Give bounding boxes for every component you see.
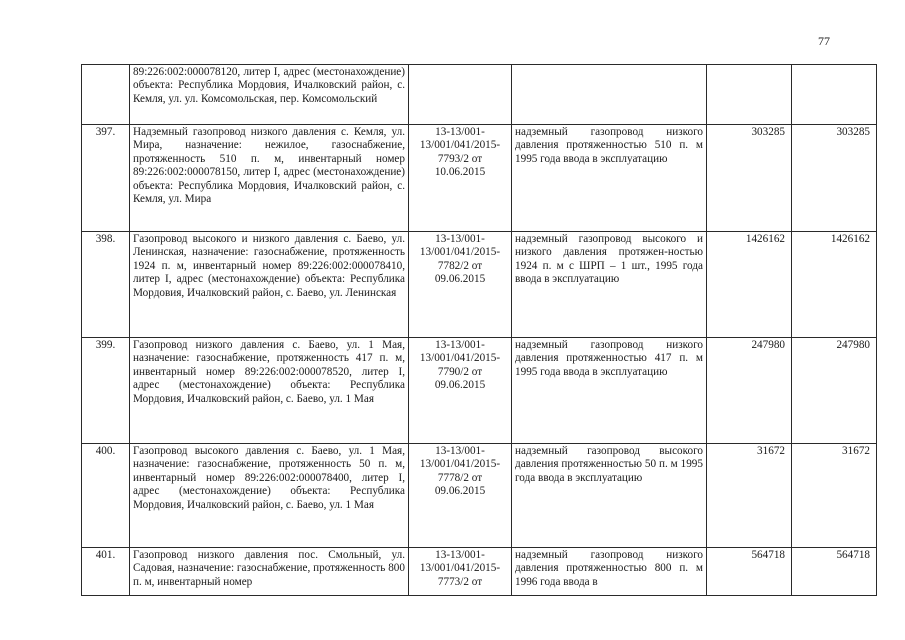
book-value-cell bbox=[707, 65, 792, 125]
residual-value-cell: 564718 bbox=[792, 548, 877, 596]
book-value-cell: 564718 bbox=[707, 548, 792, 596]
property-registry-table bbox=[81, 64, 877, 596]
characteristics-cell: надземный газопровод низкого давления протяженностью 417 п. м 1995 года ввода в эксплуатацию bbox=[512, 338, 707, 444]
page-number: 77 bbox=[818, 34, 830, 48]
residual-value-cell: 247980 bbox=[792, 338, 877, 444]
table-row bbox=[82, 232, 877, 338]
characteristics-cell: надземный газопровод низкого давления протяженностью 510 п. м 1995 года ввода в эксплуатацию bbox=[512, 125, 707, 232]
row-number-cell: 397. bbox=[82, 125, 130, 232]
registration-record-cell: 13-13/001-13/001/041/2015-7778/2 от 09.06.2015 bbox=[409, 444, 512, 548]
registration-record-cell: 13-13/001-13/001/041/2015-7773/2 от bbox=[409, 548, 512, 596]
registration-record-cell: 13-13/001-13/001/041/2015-7790/2 от 09.06.2015 bbox=[409, 338, 512, 444]
table-row bbox=[82, 65, 877, 125]
table-row bbox=[82, 338, 877, 444]
object-description-cell: Газопровод высокого и низкого давления с. Баево, ул. Ленинская, назначение: газоснабжение, протяженность 1924 п. м, инвентарный номер 89:226:002:000078410, литер I, адрес (местонахождение) объекта: Республика Мордовия, Ичалковский район, с. Баево, ул. Ленинская bbox=[130, 232, 409, 338]
book-value-cell: 303285 bbox=[707, 125, 792, 232]
residual-value-cell: 1426162 bbox=[792, 232, 877, 338]
book-value-cell: 1426162 bbox=[707, 232, 792, 338]
registration-record-cell bbox=[409, 65, 512, 125]
residual-value-cell bbox=[792, 65, 877, 125]
table-row bbox=[82, 548, 877, 596]
residual-value-cell: 31672 bbox=[792, 444, 877, 548]
object-description-cell: Газопровод низкого давления с. Баево, ул. 1 Мая, назначение: газоснабжение, протяженность 417 п. м, инвентарный номер 89:226:002:000078520, литер I, адрес (местонахождение) объекта: Республика Мордовия, Ичалковский район, с. Баево, ул. 1 Мая bbox=[130, 338, 409, 444]
registration-record-cell: 13-13/001-13/001/041/2015-7782/2 от 09.06.2015 bbox=[409, 232, 512, 338]
characteristics-cell: надземный газопровод высокого и низкого давления протяжен-ностью 1924 п. м с ШРП – 1 шт., 1995 года ввода в эксплуатацию bbox=[512, 232, 707, 338]
characteristics-cell: надземный газопровод высокого давления протяженностью 50 п. м 1995 года ввода в эксплуатацию bbox=[512, 444, 707, 548]
row-number-cell: 400. bbox=[82, 444, 130, 548]
row-number-cell: 399. bbox=[82, 338, 130, 444]
object-description-cell: 89:226:002:000078120, литер I, адрес (местонахождение) объекта: Республика Мордовия, Ичалковский район, с. Кемля, ул. ул. Комсомольская, пер. Комсомольский bbox=[130, 65, 409, 125]
row-number-cell: 401. bbox=[82, 548, 130, 596]
characteristics-cell bbox=[512, 65, 707, 125]
registration-record-cell: 13-13/001-13/001/041/2015-7793/2 от 10.06.2015 bbox=[409, 125, 512, 232]
row-number-cell: 398. bbox=[82, 232, 130, 338]
residual-value-cell: 303285 bbox=[792, 125, 877, 232]
characteristics-cell: надземный газопровод низкого давления протяженностью 800 п. м 1996 года ввода в bbox=[512, 548, 707, 596]
object-description-cell: Газопровод высокого давления с. Баево, ул. 1 Мая, назначение: газоснабжение, протяженность 50 п. м, инвентарный номер 89:226:002:000078400, литер I, адрес (местонахождение) объекта: Республика Мордовия, Ичалковский район, с. Баево, ул. 1 Мая bbox=[130, 444, 409, 548]
table-row bbox=[82, 444, 877, 548]
table-row bbox=[82, 125, 877, 232]
book-value-cell: 247980 bbox=[707, 338, 792, 444]
object-description-cell: Газопровод низкого давления пос. Смольный, ул. Садовая, назначение: газоснабжение, протяженность 800 п. м, инвентарный номер bbox=[130, 548, 409, 596]
row-number-cell bbox=[82, 65, 130, 125]
object-description-cell: Надземный газопровод низкого давления с. Кемля, ул. Мира, назначение: нежилое, газоснабжение, протяженность 510 п. м, инвентарный номер 89:226:002:000078150, литер I, адрес (местонахождение) объекта: Республика Мордовия, Ичалковский район, с. Кемля, ул. Мира bbox=[130, 125, 409, 232]
book-value-cell: 31672 bbox=[707, 444, 792, 548]
